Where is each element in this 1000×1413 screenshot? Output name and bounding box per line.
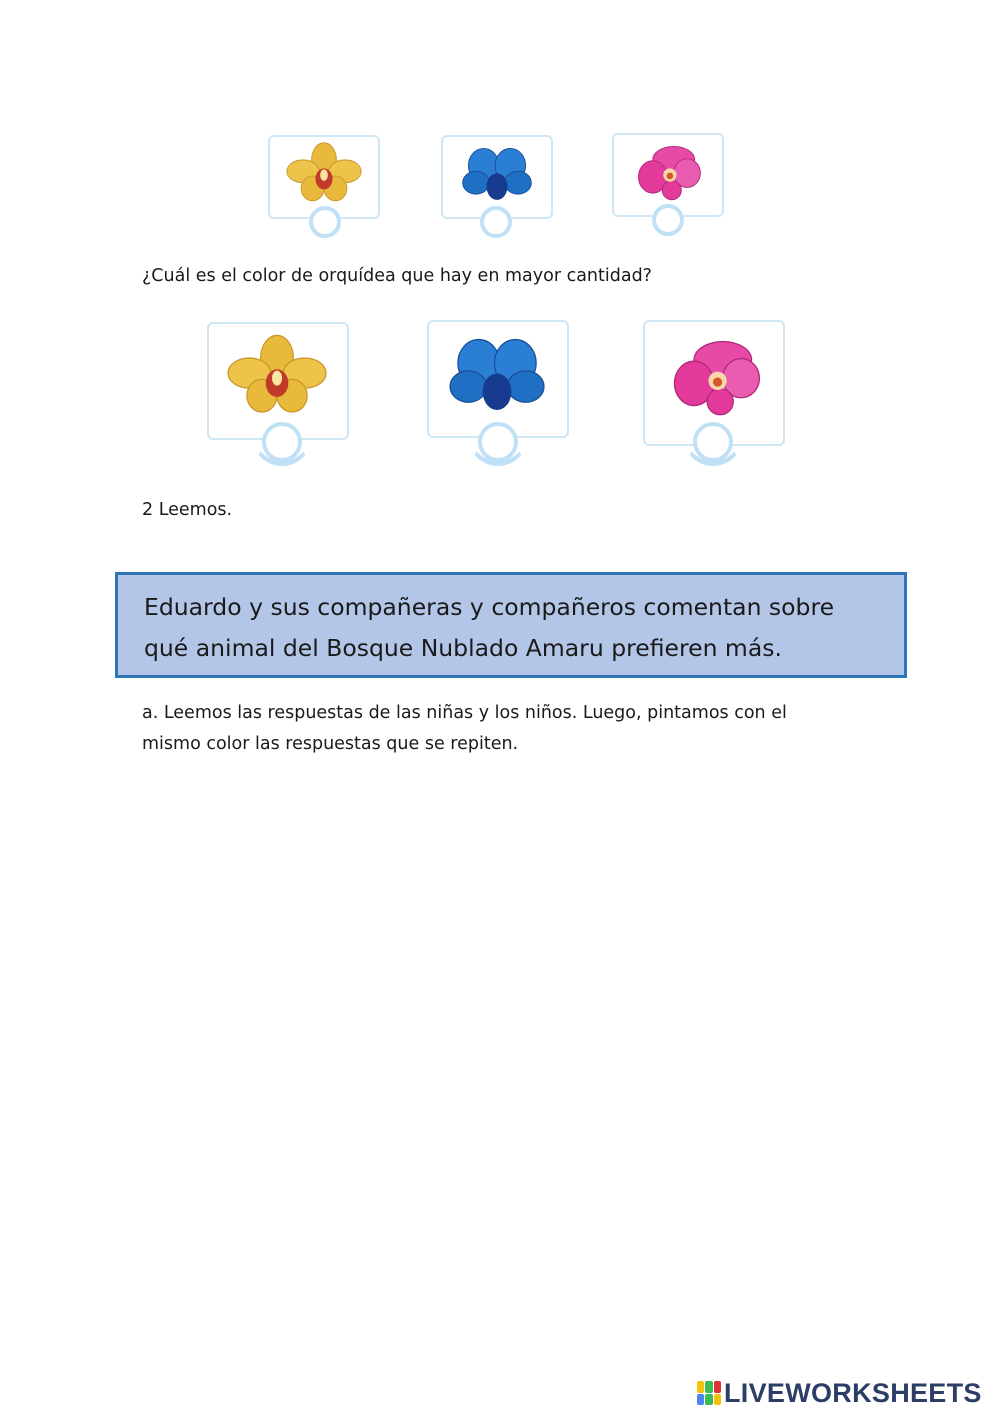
liveworksheets-logo [697, 1376, 982, 1410]
reading-box-line-2: qué animal del Bosque Nublado Amaru prefieren más. [144, 634, 782, 662]
answer-circle[interactable] [262, 422, 302, 462]
yellow-orchid-icon [209, 324, 347, 438]
reading-box [115, 572, 907, 678]
answer-circle[interactable] [309, 206, 341, 238]
section-heading: 2 Leemos. [142, 500, 233, 520]
instruction-line-2: mismo color las respuestas que se repiten. [142, 734, 519, 754]
blue-orchid-icon [443, 137, 551, 217]
liveworksheets-logo-icon [697, 1381, 721, 1405]
blue-orchid-icon [429, 322, 567, 436]
reading-box-line-1: Eduardo y sus compañeras y compañeros comentan sobre [144, 593, 835, 621]
orchid-card-blue [427, 320, 569, 438]
liveworksheets-logo-text: LIVEWORKSHEETS [724, 1377, 982, 1408]
answer-circle[interactable] [693, 422, 733, 462]
answer-circle[interactable] [652, 204, 684, 236]
answer-circle[interactable] [480, 206, 512, 238]
question-text: ¿Cuál es el color de orquídea que hay en mayor cantidad? [142, 266, 652, 286]
instruction-line-1: a. Leemos las respuestas de las niñas y los niños. Luego, pintamos con el [142, 703, 787, 723]
pink-orchid-icon [614, 135, 722, 215]
answer-circle[interactable] [478, 422, 518, 462]
yellow-orchid-icon [270, 137, 378, 217]
